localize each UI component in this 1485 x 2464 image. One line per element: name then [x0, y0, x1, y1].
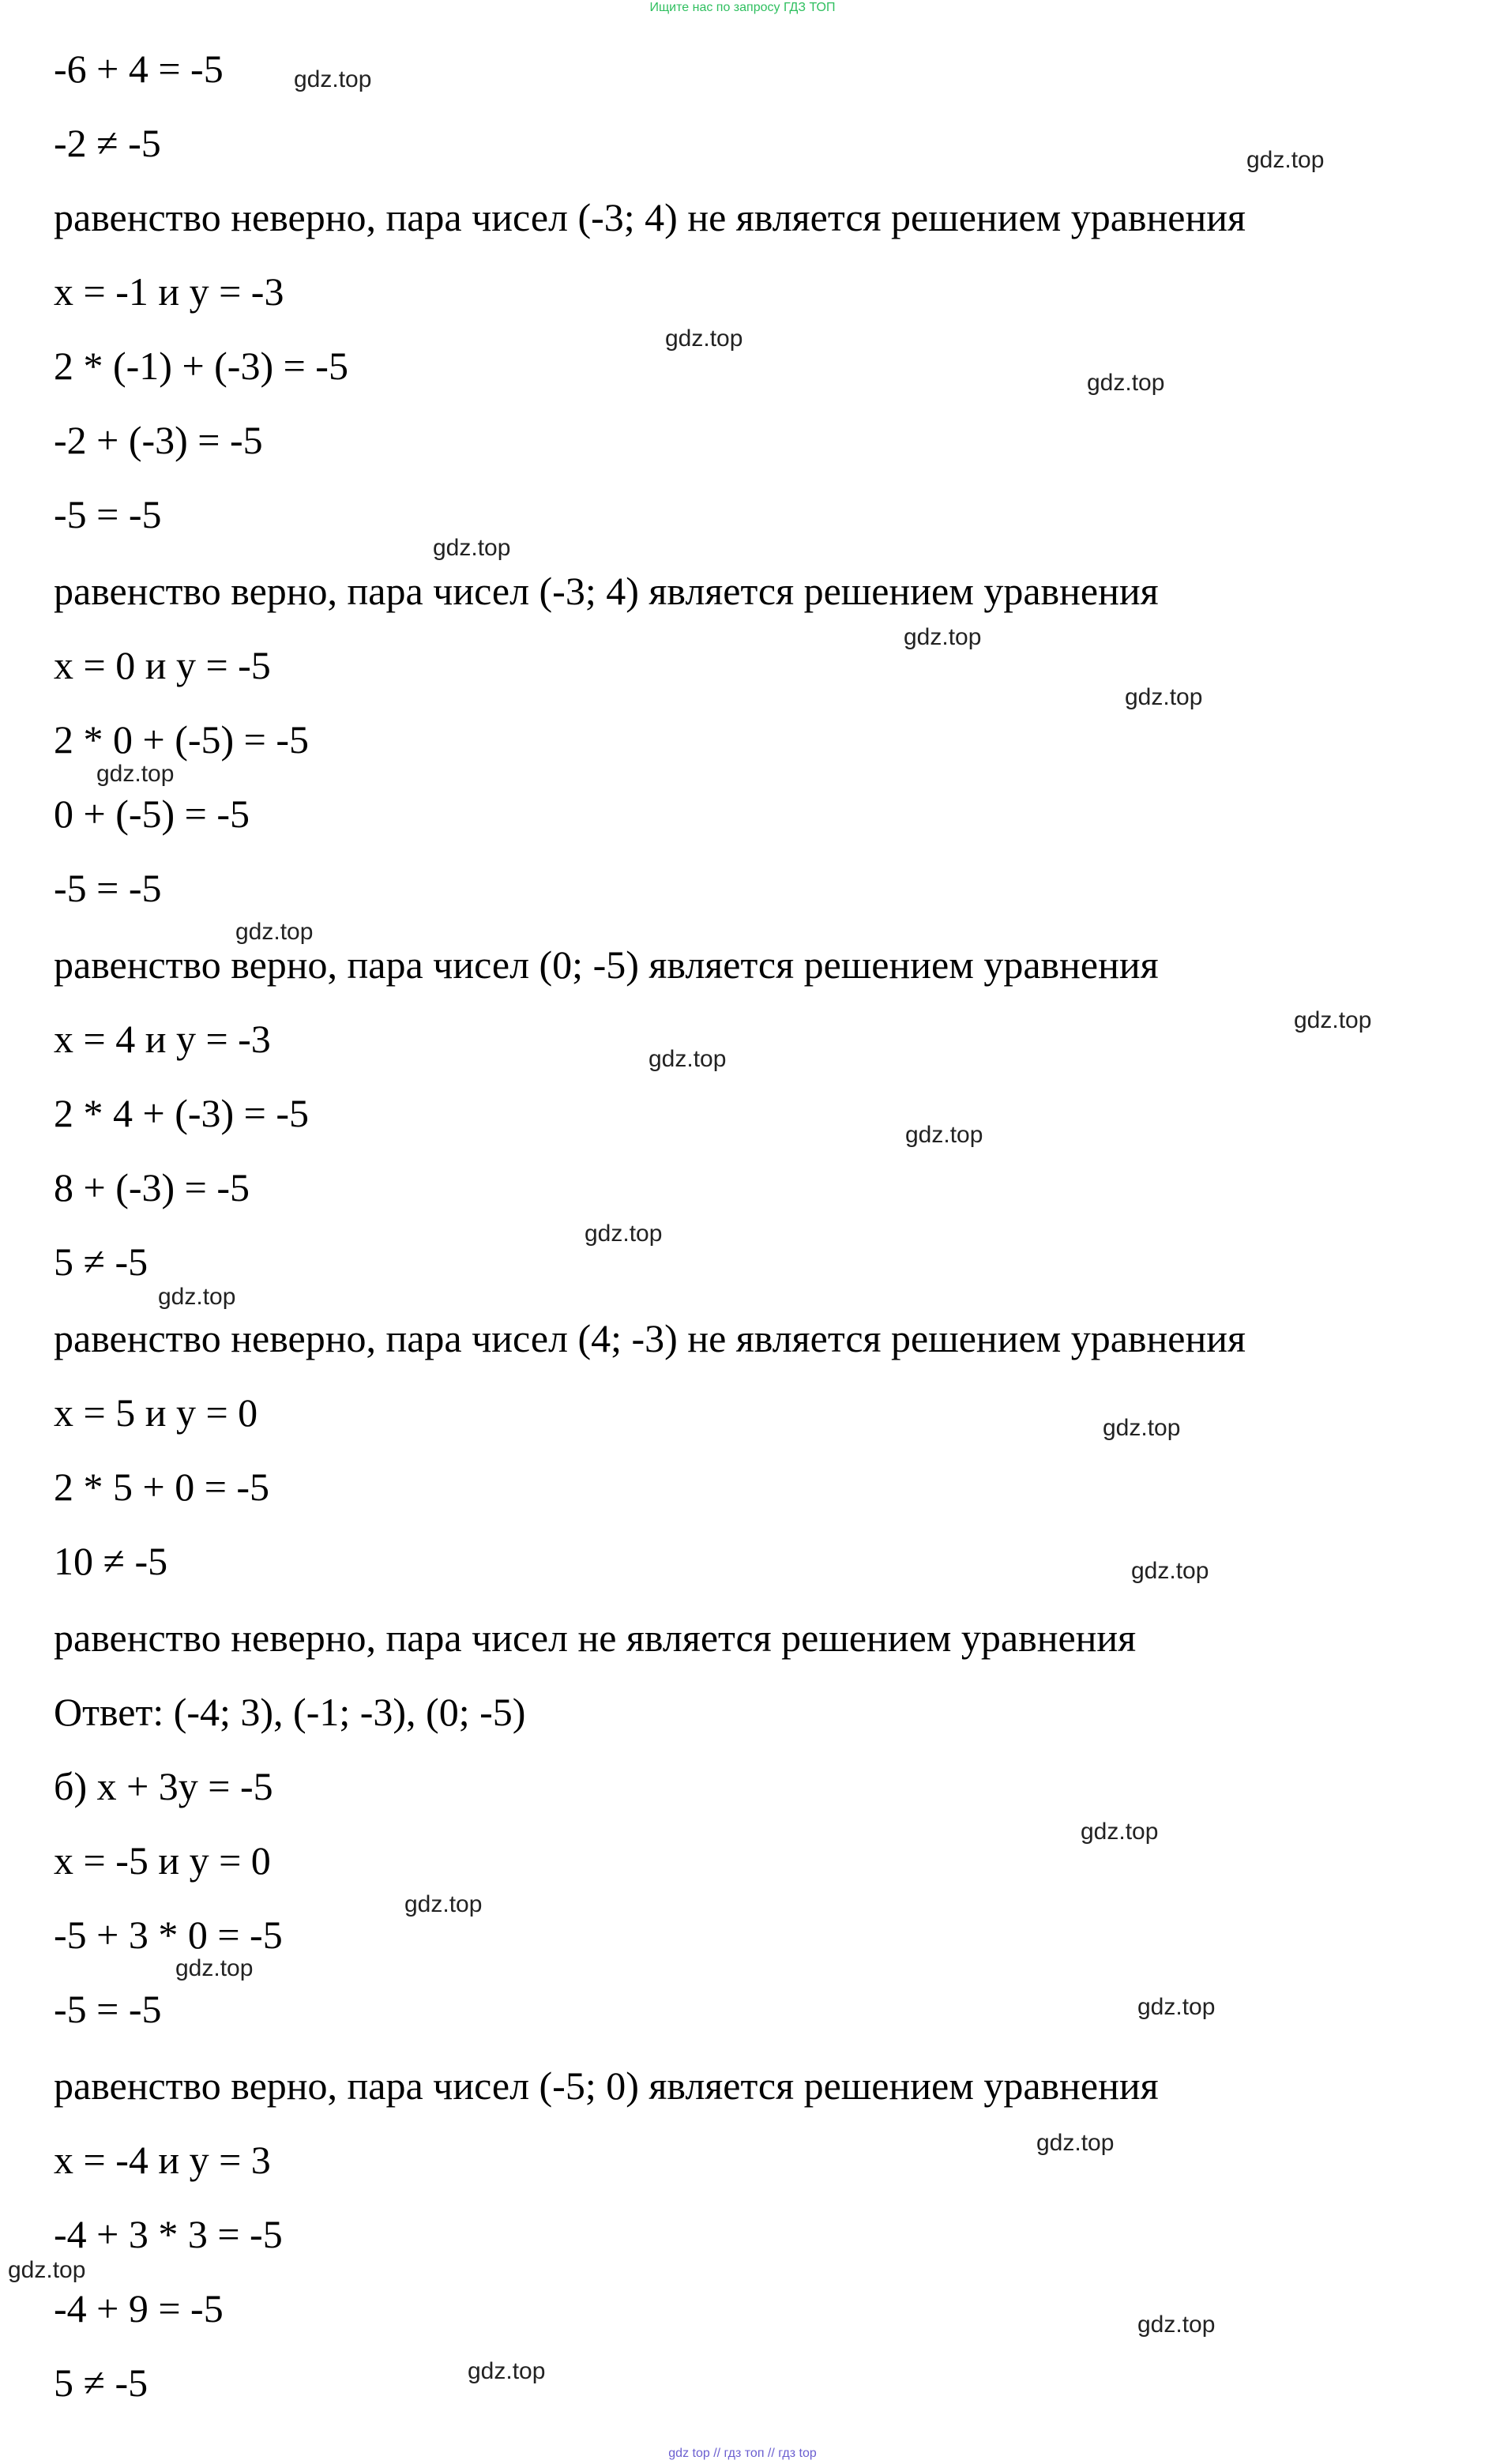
watermark: gdz.top — [1294, 1007, 1372, 1033]
solution-line: равенство верно, пара чисел (-3; 4) является решением уравнения — [54, 569, 1159, 613]
solution-line: x = 0 и y = -5 — [54, 643, 271, 687]
watermark: gdz.top — [175, 1955, 254, 1981]
solution-line: -6 + 4 = -5 — [54, 47, 224, 91]
watermark: gdz.top — [905, 1122, 983, 1148]
watermark: gdz.top — [649, 1046, 727, 1072]
watermark: gdz.top — [433, 535, 511, 561]
solution-line: равенство неверно, пара чисел (4; -3) не является решением уравнения — [54, 1316, 1246, 1360]
footer-watermark: gdz top // гдз топ // гдз top — [668, 2447, 817, 2460]
solution-line: 10 ≠ -5 — [54, 1539, 168, 1583]
solution-line: x = 5 и y = 0 — [54, 1390, 258, 1435]
watermark: gdz.top — [1131, 1558, 1209, 1584]
watermark: gdz.top — [404, 1891, 483, 1917]
solution-line: 2 * 5 + 0 = -5 — [54, 1465, 270, 1509]
watermark: gdz.top — [1246, 147, 1325, 173]
watermark: gdz.top — [1081, 1819, 1159, 1845]
solution-line: 2 * (-1) + (-3) = -5 — [54, 344, 348, 388]
solution-line: 8 + (-3) = -5 — [54, 1165, 250, 1209]
solution-line: -5 = -5 — [54, 866, 162, 910]
solution-line: x = 4 и y = -3 — [54, 1017, 271, 1061]
solution-line: б) x + 3y = -5 — [54, 1764, 273, 1808]
solution-line: -2 + (-3) = -5 — [54, 418, 263, 462]
watermark: gdz.top — [158, 1284, 236, 1310]
solution-line: равенство верно, пара чисел (-5; 0) является решением уравнения — [54, 2063, 1159, 2108]
solution-line: -4 + 9 = -5 — [54, 2286, 224, 2330]
top-banner: Ищите нас по запросу ГДЗ ТОП — [649, 1, 836, 14]
watermark: gdz.top — [96, 761, 175, 787]
watermark: gdz.top — [1103, 1415, 1181, 1441]
solution-line: -5 = -5 — [54, 492, 162, 536]
watermark: gdz.top — [235, 919, 314, 945]
watermark: gdz.top — [468, 2358, 546, 2384]
solution-line: 5 ≠ -5 — [54, 2361, 148, 2405]
solution-line: Ответ: (-4; 3), (-1; -3), (0; -5) — [54, 1690, 526, 1734]
watermark: gdz.top — [665, 325, 743, 352]
solution-line: x = -4 и y = 3 — [54, 2138, 271, 2182]
watermark: gdz.top — [8, 2257, 86, 2283]
solution-line: равенство неверно, пара чисел не является решением уравнения — [54, 1616, 1137, 1660]
solution-line: 0 + (-5) = -5 — [54, 792, 250, 836]
solution-line: 2 * 0 + (-5) = -5 — [54, 717, 309, 762]
watermark: gdz.top — [294, 66, 372, 92]
solution-line: -5 + 3 * 0 = -5 — [54, 1913, 283, 1957]
solution-line: равенство верно, пара чисел (0; -5) является решением уравнения — [54, 942, 1159, 987]
solution-line: x = -1 и y = -3 — [54, 269, 284, 314]
solution-line: 5 ≠ -5 — [54, 1240, 148, 1284]
solution-line: -4 + 3 * 3 = -5 — [54, 2212, 283, 2256]
solution-line: -5 = -5 — [54, 1987, 162, 2031]
solution-line: 2 * 4 + (-3) = -5 — [54, 1091, 309, 1135]
watermark: gdz.top — [1137, 2312, 1216, 2338]
solution-line: -2 ≠ -5 — [54, 121, 161, 165]
solution-line: x = -5 и y = 0 — [54, 1838, 271, 1883]
solution-line: равенство неверно, пара чисел (-3; 4) не является решением уравнения — [54, 195, 1246, 239]
watermark: gdz.top — [904, 624, 982, 650]
watermark: gdz.top — [1036, 2130, 1115, 2156]
watermark: gdz.top — [585, 1221, 663, 1247]
watermark: gdz.top — [1087, 370, 1165, 396]
watermark: gdz.top — [1125, 684, 1203, 710]
watermark: gdz.top — [1137, 1994, 1216, 2020]
